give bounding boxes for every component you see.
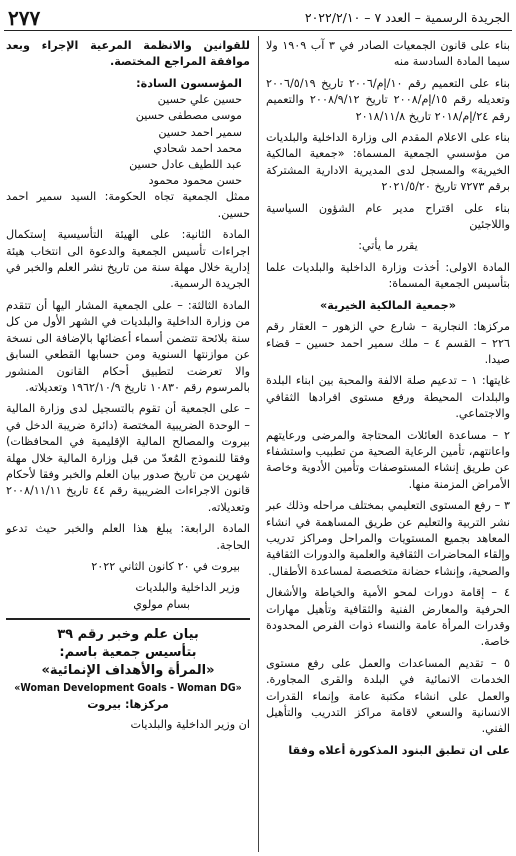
column-divider (258, 36, 259, 852)
notice-association-name-latin: «Woman Development Goals - Woman DG» (14, 682, 242, 695)
page-header (4, 4, 512, 31)
notice-headquarters: مركزها: بيروت (87, 697, 169, 711)
notice-subject: بتأسيس جمعية باسم: (59, 645, 197, 661)
left-column (6, 38, 250, 738)
goal-5: ٥ – تقديم المساعدات والعمل على رفع مستوى الخدمات الانمائية في البلدة والقرى المجاورة. والعمل على انشاء مكتبة عامة وإنماء القدرات الانسانية والسعي لاقامة مراكز التدريب والتأهيل الفني. (266, 656, 510, 736)
notice-association-name: «المرأة والأهداف الإنمائية» (41, 663, 215, 679)
page-number: ٢٧٧ (8, 6, 41, 30)
notice-closing: ان وزير الداخلية والبلديات (130, 718, 250, 731)
intro-text: للقوانين والانظمة المرعية الإجراء وبعد موافقة المراجع المختصة. (6, 39, 250, 69)
section-separator (6, 618, 250, 620)
preamble-proposal: بناء على اقتراح مدير عام الشؤون السياسية واللاجئين (266, 201, 510, 232)
founders-label: المؤسسون السادة: (136, 76, 242, 90)
minister-title: وزير الداخلية والبلديات (135, 581, 240, 595)
goal-3: ٣ – رفع المستوى التعليمي بمختلف مراحله وذلك عبر نشر التربية والتعليم عن طريق المساهمة في انشاء المعاهد بجميع المستويات والمراحل ومراكز تدريب وإلقاء المحاضرات الثقافية والعلمية والدورات الثقافية والصحية، وإنشاء حضانة متخصصة لمساعدة الأطفال. (266, 499, 510, 578)
headquarters: مركزها: النجارية – شارع حي الزهور – العقار رقم ٢٢٦ – القسم ٤ – ملك سمير احمد حسين – قضاء صيدا. (266, 320, 510, 366)
article-3-tax: – على الجمعية أن تقوم بالتسجيل لدى وزارة المالية – الوحدة الضريبية المختصة (دائرة ضريبة الدخل في بيروت والمصالح المالية الإقليمية في المحافظات) وفقا للنموذج المُعدّ من قبل وزارة المالية خلال مهلة شهرين من تاريخ صدور بيان العلم والخبر وفقا لأحكام قانون الاجراءات الضريبية رقم ٤٤ تاريخ ٢٠٠٨/١١/١١ وتعديلاته. (6, 402, 250, 514)
founder-item: موسى مصطفى حسين (135, 109, 242, 123)
gazette-title: الجريدة الرسمية – العدد ٧ – ٢٠٢٢/٢/١٠ (304, 10, 510, 25)
goals-closing: على ان تطبق البنود المذكورة أعلاه وفقا (288, 743, 510, 757)
decides-line: يقرر ما يأتي: (358, 239, 418, 253)
goal-1: غايتها: ١ – تدعيم صلة الالفة والمحبة بين ابناء البلدة والبلدات المحيطة ورفع مستوى افرادها الثقافي والاجتماعي. (266, 374, 511, 421)
representative: ممثل الجمعية تجاه الحكومة: السيد سمير احمد حسين. (6, 190, 250, 220)
notice-number: بيان علم وخبر رقم ٣٩ (57, 627, 199, 643)
association-name: «جمعية المالكية الخيرية» (320, 298, 456, 312)
founder-item: سمير احمد حسين (158, 125, 242, 139)
article-3: المادة الثالثة: – على الجمعية المشار اليها أن تتقدم من وزارة الداخلية والبلديات في الشهر الأول من كل سنة بلائحة تتضمن أسماء أعضائها بالإضافة الى نسخة عن موازنتها السنوية ومن حسابها القطعي السابق والا تعرضت لتطبيق أحكام القانون المنشور بالمرسوم رقم ١٠٨٣٠ تاريخ ١٩٦٢/١٠/٩ وتعديلاته. (6, 298, 250, 394)
minister-name: بسام مولوي (133, 597, 190, 611)
founders-list (6, 92, 250, 189)
preamble-declaration: بناء على الاعلام المقدم الى وزارة الداخلية والبلديات من مؤسسي الجمعية المسماة: «جمعية المالكية الخيرية» والمسجل لدى المديرية الادارية المشتركة برقم ٧٢٧٣ تاريخ ٢٠٢١/٥/٢٠ (266, 131, 510, 194)
preamble-circulars: بناء على التعميم رقم ١٠/إم/٢٠٠٦ تاريخ ٢٠٠٦/٥/١٩ وتعديله رقم ١٥/إم/٢٠٠٨ تاريخ ٢٠٠٨/٩/١٢ والتعميم رقم ٢٤/إم/٢٠١٨ تاريخ ٢٠١٨/١١/٨ (266, 76, 510, 123)
place-date: بيروت في ٢٠ كانون الثاني ٢٠٢٢ (91, 559, 240, 573)
article-2: المادة الثانية: على الهيئة التأسيسية إستكمال اجراءات تأسيس الجمعية والدعوة الى انتخاب هيئة إدارية خلال مهلة سنة من تاريخ نشر العلم والخبر في الجريدة الرسمية. (6, 228, 250, 291)
article-4: المادة الرابعة: يبلغ هذا العلم والخبر حيث تدعو الحاجة. (6, 522, 250, 552)
article-1: المادة الاولى: أخذت وزارة الداخلية والبلديات علما بتأسيس الجمعية المسماة: (266, 260, 510, 291)
founder-item: عبد اللطيف عادل حسين (129, 158, 242, 172)
founder-item: محمد احمد شحادي (153, 141, 242, 155)
founder-item: حسن محمود محمود (148, 174, 242, 188)
goal-4: ٤ – إقامة دورات لمحو الأمية والخياطة والأشغال الحرفية والمعارض الفنية والثقافية وتأهيل مهارات وقدرات المرأة عامة والنساء ذوات الفرص المحدودة خاصة. (266, 586, 510, 649)
right-column (266, 38, 510, 764)
founder-item: حسين علي حسين (157, 93, 242, 107)
goal-2: ٢ – مساعدة العائلات المحتاجة والمرضى ورعايتهم واعانتهم، تأمين الرعاية الصحية من تطبيب واستشفاء عن طريق إنشاء المستوصفات وتأمين الأدوية وخاصة الأمراض المزمنة منها. (266, 428, 510, 491)
preamble-law: بناء على قانون الجمعيات الصادر في ٣ آب ١٩٠٩ ولا سيما المادة السادسة منه (266, 39, 510, 69)
